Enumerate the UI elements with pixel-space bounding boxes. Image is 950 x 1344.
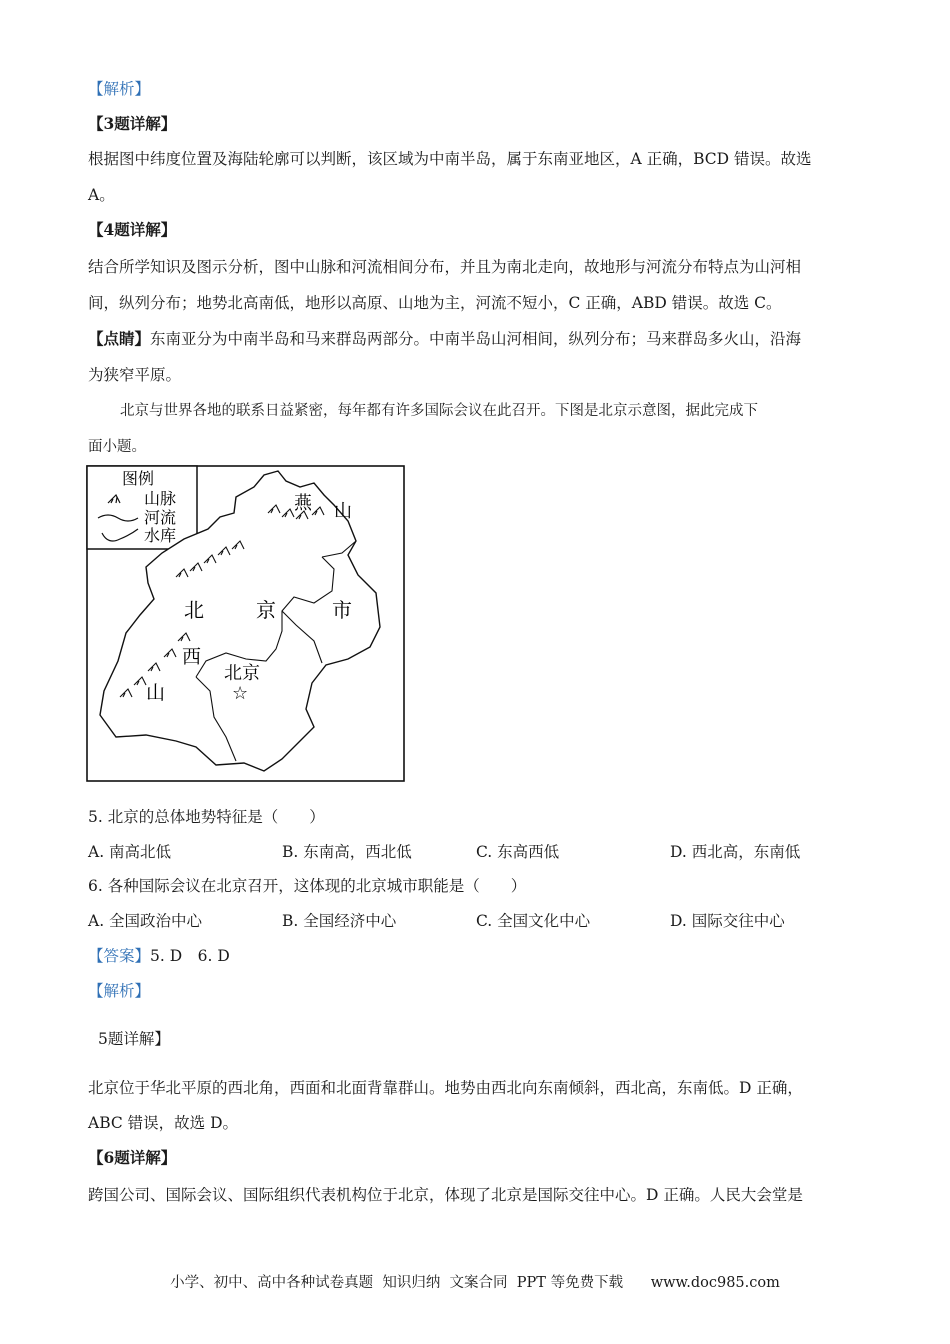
capital-star-icon: ☆ [232,683,249,704]
q6-option-c: C. 全国文化中心 [476,912,591,930]
intro-line-2: 面小题。 [88,439,146,455]
q4-text-line-1: 结合所学知识及图示分析，图中山脉和河流相间分布，并且为南北走向，故地形与河流分布特点为山河相 [88,258,802,276]
legend-mountain-label: 山脉 [144,489,177,508]
legend-title: 图例 [122,469,155,488]
q4-heading: 【4题详解】 [88,220,177,239]
label-jing: 京 [256,598,276,622]
q4-text-line-2: 间，纵列分布；地势北高南低，地形以高原、山地为主，河流不短小，C 正确，ABD 错误。故选 C。 [88,294,782,312]
label-shan-north: 山 [334,501,352,522]
q5-detail-line-2: ABC 错误，故选 D。 [88,1114,239,1132]
page-footer: 小学、初中、高中各种试卷真题 知识归纳 文案合同 PPT 等免费下载 www.doc985.com [170,1275,780,1291]
label-xi: 西 [182,646,202,668]
q6-detail-heading: 【6题详解】 [88,1148,177,1167]
q5-stem: 5. 北京的总体地势特征是（ ） [88,808,325,826]
q5-detail-heading: 5题详解】 [98,1030,170,1048]
q6-option-b: B. 全国经济中心 [282,912,397,930]
label-beijing-city: 北京 [224,663,260,684]
legend-reservoir-label: 水库 [144,526,177,545]
label-bei: 北 [184,598,204,622]
answer-text: 5. D 6. D [150,947,230,965]
analysis-heading-1: 【解析】 [88,80,151,98]
q5-option-b: B. 东南高，西北低 [282,843,412,861]
beijing-map [86,465,406,783]
label-yan: 燕 [294,493,312,514]
q5-option-a: A. 南高北低 [88,843,172,861]
q5-option-d: D. 西北高，东南低 [670,843,801,861]
intro-line-1: 北京与世界各地的联系日益紧密，每年都有许多国际会议在此召开。下图是北京示意图，据此完成下 [120,403,758,419]
q5-detail-line-1: 北京位于华北平原的西北角，西面和北面背靠群山。地势由西北向东南倾斜，西北高，东南低。D 正确， [88,1079,803,1097]
legend-river-label: 河流 [144,508,177,527]
q5-option-c: C. 东高西低 [476,843,560,861]
q6-detail-line-1: 跨国公司、国际会议、国际组织代表机构位于北京，体现了北京是国际交往中心。D 正确。人民大会堂是 [88,1186,803,1204]
tip-paragraph [88,327,801,349]
answer-label: 【答案】 [88,947,151,965]
tip-heading: 【点睛】 [88,329,151,348]
q6-option-d: D. 国际交往中心 [670,912,785,930]
q6-stem: 6. 各种国际会议在北京召开，这体现的北京城市职能是（ ） [88,877,527,895]
q6-option-a: A. 全国政治中心 [88,912,203,930]
label-shi: 市 [332,598,352,622]
q3-text-line-1: 根据图中纬度位置及海陆轮廓可以判断，该区域为中南半岛，属于东南亚地区，A 正确，BCD 错误。故选 [88,150,812,168]
label-shan-west: 山 [146,682,166,704]
q3-heading: 【3题详解】 [88,114,177,133]
analysis-heading-2: 【解析】 [88,982,151,1000]
answer-line [88,944,230,966]
tip-text-line-2: 为狭窄平原。 [88,366,182,384]
tip-text-line-1: 东南亚分为中南半岛和马来群岛两部分。中南半岛山河相间，纵列分布；马来群岛多火山，沿海 [150,330,802,348]
q3-text-line-2: A。 [88,186,115,204]
